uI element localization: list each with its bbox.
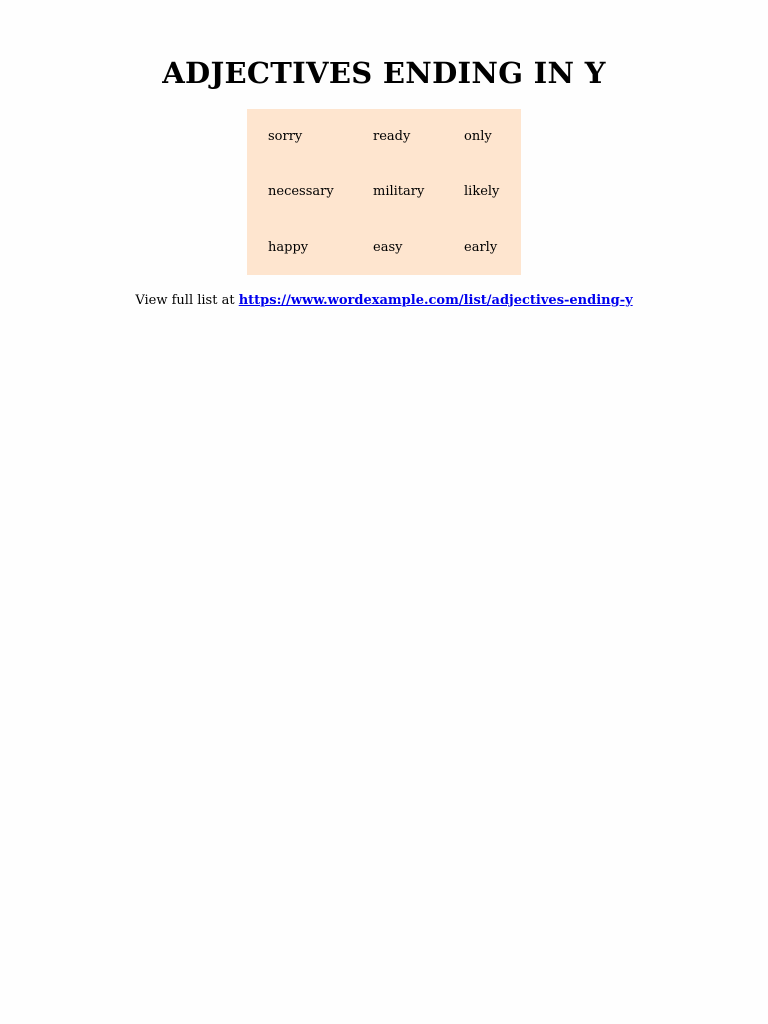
word-cell: only [464,129,492,145]
footer-line [0,292,768,310]
table-row [247,164,521,219]
footer-prefix: View full list at [135,293,235,308]
page-title: ADJECTIVES ENDING IN Y [162,56,606,90]
table-row [247,220,521,275]
word-cell: ready [373,129,411,145]
word-cell: necessary [268,184,334,200]
word-cell: early [464,239,498,255]
word-cell: sorry [268,129,303,145]
word-cell: easy [373,239,403,255]
word-cell: military [373,184,425,200]
table-row [247,109,521,164]
word-table [247,109,521,275]
full-list-link[interactable]: https://www.wordexample.com/list/adjectives-ending-y [238,293,633,308]
word-cell: happy [268,239,309,255]
word-cell: likely [464,184,500,200]
